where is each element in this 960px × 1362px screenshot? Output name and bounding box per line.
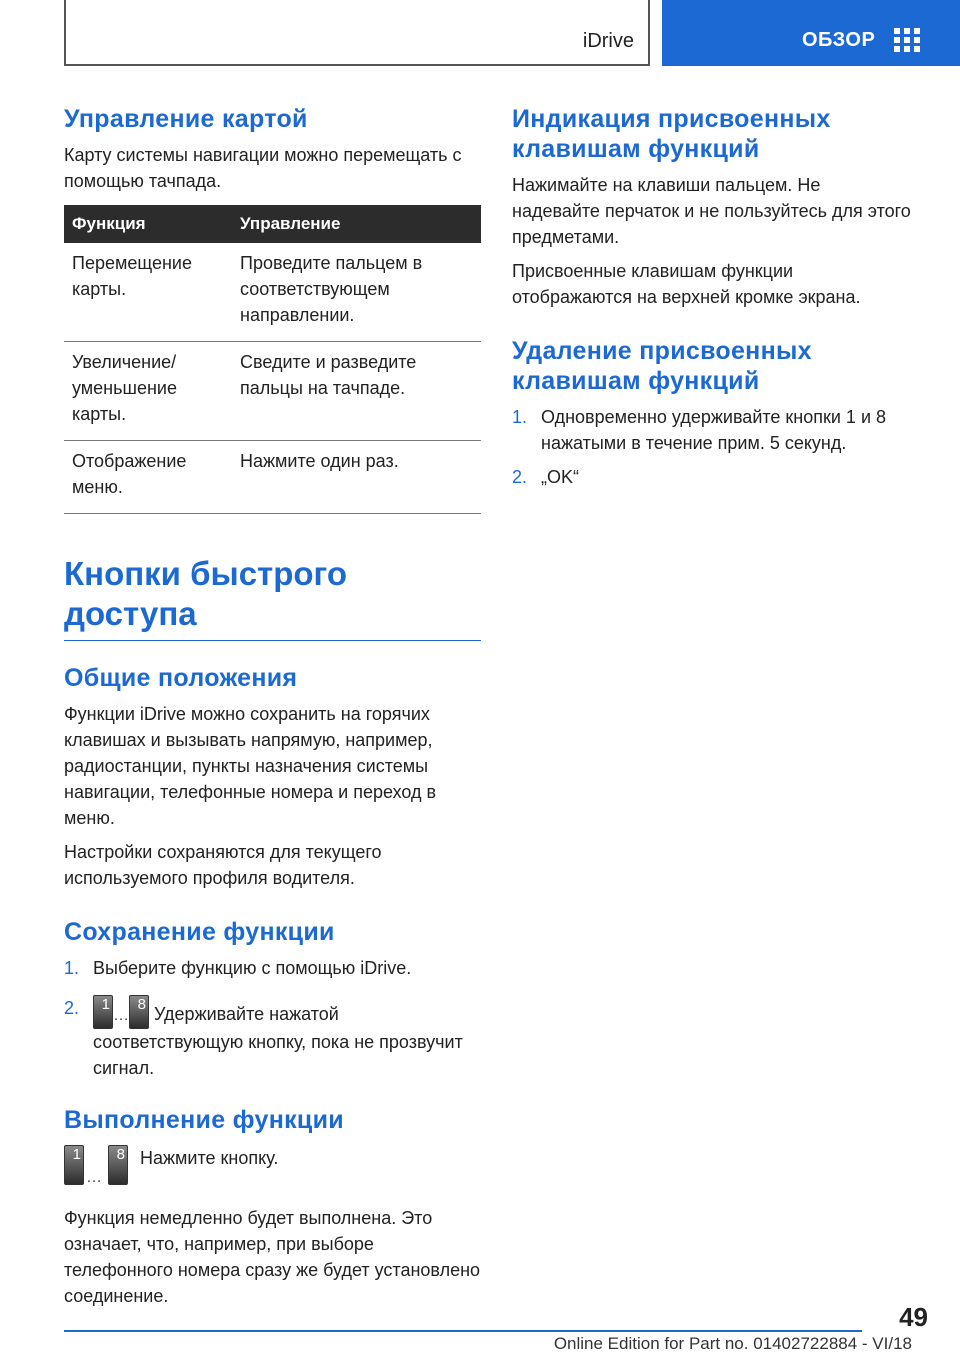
- table-cell-control: Проведите пальцем в соответствующем направлении.: [232, 243, 481, 342]
- step-number: 2.: [64, 998, 80, 1018]
- page-number: 49: [899, 1302, 928, 1332]
- step-text: Выберите функцию с помощью iDrive.: [93, 958, 412, 978]
- indication-para-2: Присвоенные клавишам функции отображаются на верхней кромке экрана.: [512, 261, 861, 307]
- key-8-icon[interactable]: 8: [108, 1145, 128, 1185]
- map-control-heading: Управление картой: [64, 105, 308, 133]
- map-control-table: [64, 205, 481, 514]
- table-cell-function: Отображение меню.: [64, 441, 232, 514]
- header-chapter-title: ОБЗОР: [802, 29, 876, 51]
- right-column: [512, 104, 912, 498]
- step-text: „OK“: [541, 467, 579, 487]
- grid-icon[interactable]: [894, 28, 920, 52]
- indication-para-1: Нажимайте на клавиши пальцем. Не надевайте перчаток и не пользуйтесь для этого предметами.: [512, 175, 911, 247]
- table-row: [64, 243, 481, 342]
- left-column: [64, 104, 481, 1309]
- list-item: [512, 464, 912, 490]
- header-section-title: iDrive: [582, 30, 634, 52]
- save-heading: Сохранение функции: [64, 918, 335, 946]
- table-header-row: [64, 205, 481, 243]
- table-header-control: Управление: [232, 205, 481, 243]
- general-para-1: Функции iDrive можно сохранить на горячих клавишах и вызывать напрямую, например, радиостанции, пункты назначения системы навигации, телефонные номера и переход в меню.: [64, 704, 437, 828]
- header-chapter-tab[interactable]: [662, 0, 960, 66]
- key-range-separator: …: [86, 1169, 102, 1186]
- header-section-box: [64, 0, 650, 66]
- table-cell-control: Нажмите один раз.: [232, 441, 481, 514]
- quick-access-title: Кнопки быстрого доступа: [64, 554, 481, 641]
- step-text: Одновременно удерживайте кнопки 1 и 8 нажатыми в течение прим. 5 секунд.: [541, 407, 887, 453]
- indication-heading: Индикация присвоенных клавишам функций: [512, 105, 831, 163]
- delete-heading: Удаление присвоенных клавишам функций: [512, 337, 812, 395]
- step-number: 1.: [64, 958, 80, 978]
- table-cell-function: Перемещение карты.: [64, 243, 232, 342]
- map-control-intro: Карту системы навигации можно перемещать с помощью тачпада.: [64, 145, 462, 191]
- list-item: [64, 955, 481, 981]
- general-heading: Общие положения: [64, 664, 298, 692]
- key-1-icon[interactable]: 1: [93, 995, 113, 1029]
- table-row: [64, 342, 481, 441]
- list-item: [64, 995, 481, 1081]
- key-1-icon[interactable]: 1: [64, 1145, 84, 1185]
- table-row: [64, 441, 481, 514]
- execute-press-text: Нажмите кнопку.: [140, 1148, 279, 1168]
- key-8-icon[interactable]: 8: [129, 995, 149, 1029]
- execute-para: Функция немедленно будет выполнена. Это означает, что, например, при выборе телефонного номера сразу же будет установлено соединение.: [64, 1208, 481, 1306]
- step-number: 1.: [512, 407, 528, 427]
- save-steps: [64, 955, 481, 1081]
- general-para-2: Настройки сохраняются для текущего используемого профиля водителя.: [64, 842, 382, 888]
- table-cell-function: Увеличение/ уменьшение карты.: [64, 342, 232, 441]
- delete-steps: [512, 404, 912, 490]
- step-text: Удерживайте нажатой соответствующую кнопку, пока не прозвучит сигнал.: [93, 1004, 463, 1078]
- footer-edition: Online Edition for Part no. 01402722884 - VI/18: [553, 1334, 912, 1353]
- step-number: 2.: [512, 467, 528, 487]
- table-cell-control: Сведите и разведите пальцы на тачпаде.: [232, 342, 481, 441]
- table-header-function: Функция: [64, 205, 232, 243]
- list-item: [512, 404, 912, 456]
- execute-heading: Выполнение функции: [64, 1106, 344, 1134]
- footer-divider: [64, 1330, 862, 1332]
- execute-keys-row: [64, 1145, 481, 1203]
- key-range-separator: …: [113, 1007, 129, 1024]
